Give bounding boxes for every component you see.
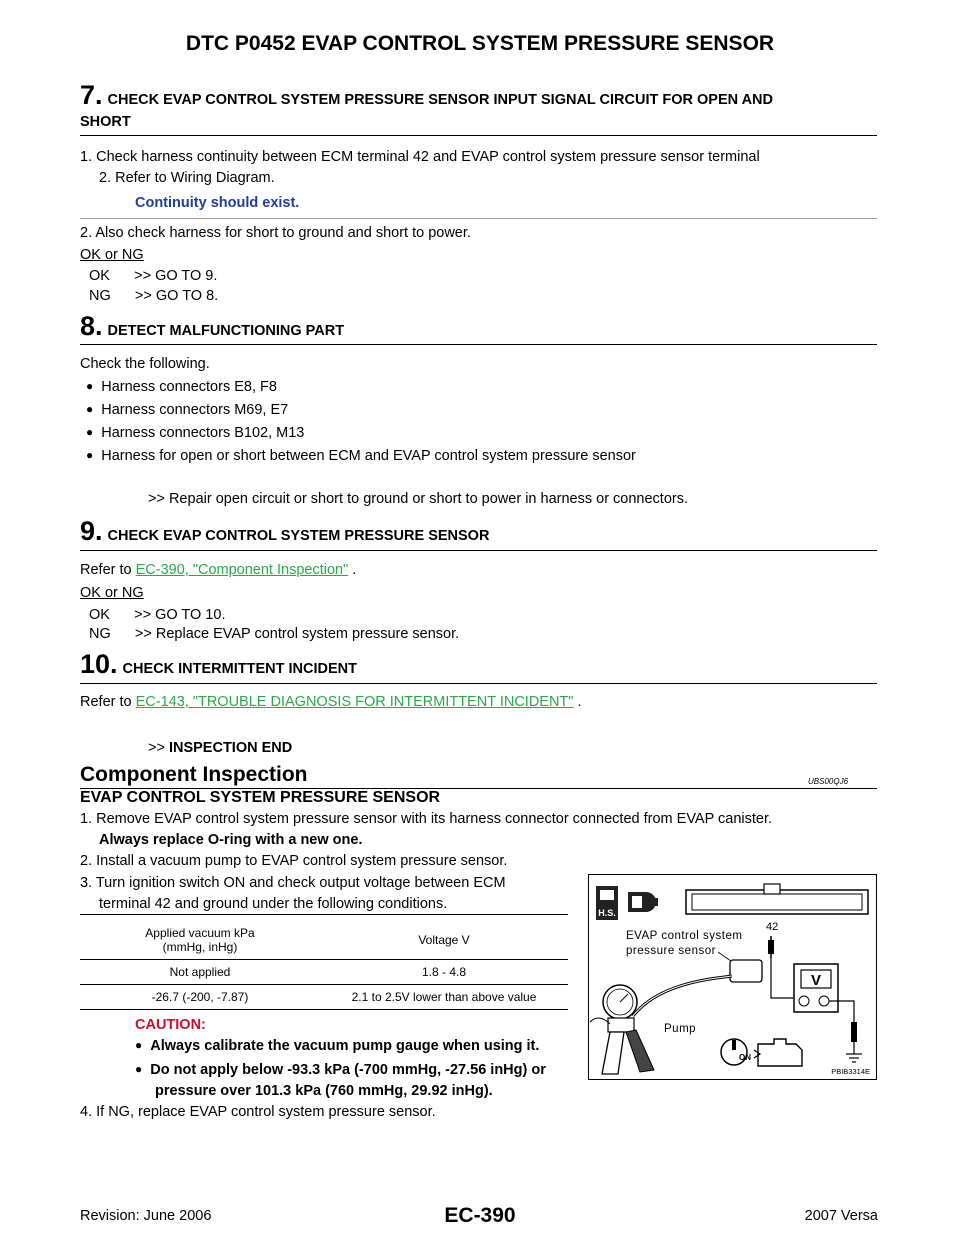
- table-cell: -26.7 (-200, -7.87): [80, 984, 320, 1009]
- section-code: UBS00QJ6: [808, 777, 849, 786]
- caution-text: Always calibrate the vacuum pump gauge when using it.: [150, 1038, 540, 1054]
- list-item: [86, 446, 636, 467]
- list-item: [86, 423, 304, 444]
- step-title: DETECT MALFUNCTIONING PART: [107, 323, 345, 339]
- ok-branch: OK >> GO TO 10.: [89, 607, 226, 623]
- header-text: (mmHg, inHg): [162, 939, 238, 954]
- step-7-item-2: 2. Also check harness for short to ground and short to power.: [80, 225, 471, 241]
- step-9-refer: [80, 560, 356, 581]
- terminal-label: 42: [766, 921, 779, 933]
- spec-divider: [80, 218, 877, 219]
- step-7-heading: [80, 80, 877, 133]
- section-title: Component Inspection: [80, 763, 308, 786]
- list-item-text: Harness for open or short between ECM and EVAP control system pressure sensor: [101, 448, 636, 464]
- caution-text-cont: pressure over 101.3 kPa (760 mmHg, 29.92 inHg).: [155, 1083, 493, 1099]
- item-text: 1. Remove EVAP control system pressure sensor with its harness connector connected from EVAP canister.: [80, 811, 773, 827]
- table-header-row: [80, 921, 568, 959]
- table-cell: 1.8 - 4.8: [320, 959, 568, 984]
- item-text-bold: Always replace O-ring with a new one.: [99, 832, 363, 848]
- divider: [80, 344, 877, 345]
- spec-text: Continuity should exist.: [135, 195, 300, 211]
- step-10-end: [148, 738, 292, 759]
- intermittent-incident-link[interactable]: EC-143, "TROUBLE DIAGNOSIS FOR INTERMITTENT INCIDENT": [135, 694, 574, 710]
- step-8-intro: Check the following.: [80, 356, 210, 372]
- sensor-test-diagram: [588, 874, 878, 1081]
- section-subtitle: EVAP CONTROL SYSTEM PRESSURE SENSOR: [80, 789, 441, 806]
- page-title: DTC P0452 EVAP CONTROL SYSTEM PRESSURE SENSOR: [185, 32, 775, 55]
- table-row: [80, 959, 568, 984]
- step-title-cont: SHORT: [80, 114, 131, 130]
- refer-prefix: Refer to: [80, 694, 136, 710]
- table-cell: Not applied: [80, 959, 320, 984]
- table-cell: 2.1 to 2.5V lower than above value: [320, 984, 568, 1009]
- figure-ref: PBIB3314E: [831, 1067, 870, 1076]
- list-item-text: Harness connectors B102, M13: [101, 425, 305, 441]
- component-item-3: [80, 873, 506, 915]
- step-10-heading: [80, 649, 877, 680]
- item-text: 3. Turn ignition switch ON and check output voltage between ECM: [80, 875, 506, 891]
- step-number: 9.: [80, 516, 103, 546]
- divider: [80, 550, 877, 551]
- pressure-sensor: [730, 960, 762, 982]
- list-item: [86, 377, 277, 398]
- bullet-icon: ●: [135, 1038, 143, 1052]
- component-item-4: 4. If NG, replace EVAP control system pressure sensor.: [80, 1104, 436, 1120]
- list-item-text: Harness connectors M69, E7: [101, 402, 289, 418]
- table-header: Voltage V: [320, 921, 568, 959]
- divider: [80, 135, 877, 136]
- step-number: 10.: [80, 649, 118, 679]
- item-text: 1. Check harness continuity between ECM terminal 42 and EVAP control system pressure sensor terminal: [80, 149, 760, 165]
- pump-label: Pump: [664, 1023, 697, 1035]
- ng-branch: NG >> GO TO 8.: [89, 288, 219, 304]
- divider: [80, 914, 568, 915]
- component-item-1: [80, 809, 880, 851]
- list-item-text: Harness connectors E8, F8: [101, 379, 277, 395]
- end-prefix: >>: [148, 740, 169, 756]
- step-8-action: >> Repair open circuit or short to ground or short to power in harness or connectors.: [148, 491, 689, 507]
- table-row: [80, 984, 568, 1009]
- refer-suffix: .: [573, 694, 582, 710]
- refer-suffix: .: [348, 562, 357, 578]
- sensor-label: EVAP control system: [626, 930, 743, 942]
- page-number: EC-390: [444, 1204, 516, 1227]
- voltage-spec-table: [80, 921, 568, 1010]
- ok-or-ng-label: OK or NG: [80, 585, 144, 601]
- bullet-icon: ●: [86, 425, 94, 439]
- list-item: [86, 400, 288, 421]
- revision-date: Revision: June 2006: [80, 1208, 212, 1224]
- sensor-label: pressure sensor: [626, 945, 716, 957]
- meter-label: V: [810, 972, 822, 989]
- caution-item: [135, 1060, 546, 1102]
- component-inspection-link[interactable]: EC-390, "Component Inspection": [135, 562, 349, 578]
- voltmeter: [794, 964, 838, 1012]
- ng-branch: NG >> Replace EVAP control system pressure sensor.: [89, 626, 460, 642]
- caution-item: [135, 1036, 539, 1057]
- item-text-cont: 2. Refer to Wiring Diagram.: [99, 170, 275, 186]
- step-number: 8.: [80, 311, 103, 341]
- item-text-cont: terminal 42 and ground under the following conditions.: [99, 896, 448, 912]
- refer-prefix: Refer to: [80, 562, 136, 578]
- bullet-icon: ●: [86, 448, 94, 462]
- table-header: [80, 921, 320, 959]
- vacuum-gauge: [603, 985, 637, 1019]
- on-label: ON: [739, 1053, 751, 1062]
- model-year: 2007 Versa: [804, 1208, 878, 1224]
- bullet-icon: ●: [86, 379, 94, 393]
- harness-side-icon: [596, 886, 618, 920]
- end-label: INSPECTION END: [168, 740, 293, 756]
- bullet-icon: ●: [86, 402, 94, 416]
- caution-label: CAUTION:: [135, 1017, 206, 1033]
- step-9-heading: [80, 516, 877, 547]
- ok-or-ng-label: OK or NG: [80, 247, 144, 263]
- hs-label: H.S.: [598, 908, 616, 918]
- step-title: CHECK INTERMITTENT INCIDENT: [122, 661, 357, 677]
- step-number: 7.: [80, 80, 103, 110]
- component-item-2: 2. Install a vacuum pump to EVAP control system pressure sensor.: [80, 853, 508, 869]
- divider: [80, 683, 877, 684]
- caution-text: Do not apply below -93.3 kPa (-700 mmHg, -27.56 inHg) or: [150, 1062, 546, 1078]
- ok-branch: OK >> GO TO 9.: [89, 268, 218, 284]
- step-7-item-1: [80, 147, 880, 189]
- header-text: Applied vacuum kPa: [145, 925, 255, 940]
- step-title: CHECK EVAP CONTROL SYSTEM PRESSURE SENSOR INPUT SIGNAL CIRCUIT FOR OPEN AND: [107, 92, 773, 108]
- step-title: CHECK EVAP CONTROL SYSTEM PRESSURE SENSOR: [107, 528, 490, 544]
- step-10-refer: [80, 692, 582, 713]
- step-8-heading: [80, 311, 877, 342]
- bullet-icon: ●: [135, 1062, 143, 1076]
